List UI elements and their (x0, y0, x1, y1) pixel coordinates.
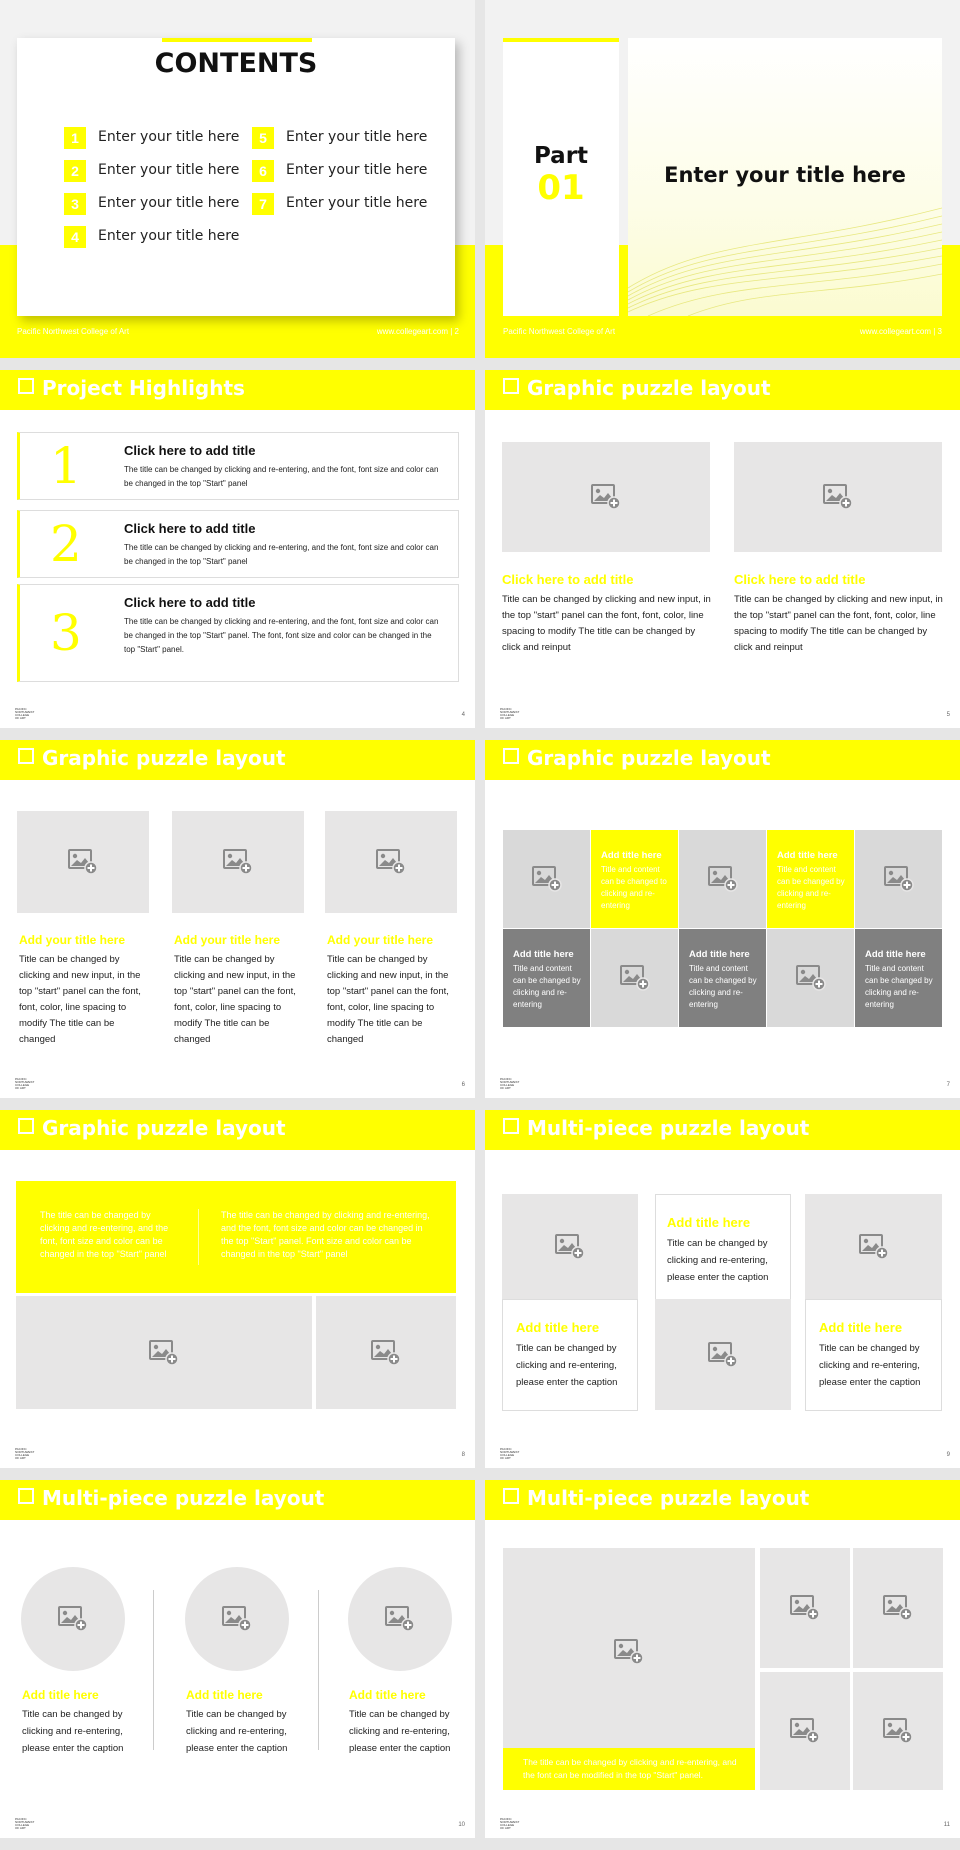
add-image-icon (883, 1718, 913, 1744)
image-placeholder[interactable] (502, 442, 710, 552)
image-placeholder[interactable] (503, 830, 590, 928)
card-title[interactable]: Add title here (667, 1215, 751, 1230)
tile-title: Add title here (601, 850, 662, 861)
checkbox-icon (503, 378, 519, 394)
column-divider (153, 1590, 154, 1750)
card-body: Title can be changed by clicking and new input, in the top "start" panel can the font, font, color, line spacing to modify The title can be changed by click and reinput (502, 594, 711, 653)
text-tile-yellow[interactable] (767, 830, 854, 928)
card-title[interactable]: Click here to add title (502, 572, 634, 587)
highlight-title[interactable]: Click here to add title (124, 595, 256, 610)
slide-project-highlights (0, 370, 475, 728)
caption-text[interactable]: The title can be changed by clicking and re-entering, and the font can be modified in the top "Start" panel. (523, 1757, 737, 1780)
image-placeholder[interactable] (760, 1548, 850, 1668)
college-logo: PACIFIC NORTHWEST COLLEGE OF ART (15, 1077, 35, 1090)
highlight-body: The title can be changed by clicking and re-entering, and the font, font size and color can be changed in the top "Start" panel (124, 543, 439, 566)
card-title[interactable]: Add your title here (19, 933, 126, 947)
part-number: 01 (537, 168, 585, 208)
toc-label: Enter your title here (286, 195, 428, 211)
card-title[interactable]: Add title here (22, 1688, 99, 1702)
caption-card (805, 1299, 942, 1411)
header-title: Graphic puzzle layout (527, 746, 771, 770)
slide-part-01 (485, 0, 960, 358)
checkbox-icon (18, 1488, 34, 1504)
highlight-body: The title can be changed by clicking and re-entering, and the font, font size and color can be changed in the top "Start" panel. The font, font size and color can be changed in the top "Start" panel. (124, 617, 439, 654)
page-number: 7 (946, 1082, 950, 1088)
checkbox-icon (18, 748, 34, 764)
card-body: Title can be changed by clicking and new input, in the top "start" panel can the font, font, color, line spacing to modify The title can be changed (327, 954, 449, 1045)
text-tile-dark[interactable] (855, 929, 942, 1027)
card-title[interactable]: Add your title here (327, 933, 434, 947)
add-image-icon (790, 1718, 820, 1744)
slide-graphic-puzzle-grid (485, 740, 960, 1098)
slide-header (485, 1480, 960, 1520)
college-logo: PACIFIC NORTHWEST COLLEGE OF ART (500, 1817, 520, 1830)
circle-image-placeholder[interactable] (185, 1567, 289, 1671)
add-image-icon (222, 1606, 252, 1632)
tile-grid (503, 830, 943, 1028)
toc-label: Enter your title here (98, 162, 240, 178)
add-image-icon (823, 484, 853, 510)
checkbox-icon (18, 378, 34, 394)
college-logo: PACIFIC NORTHWEST COLLEGE OF ART (500, 707, 520, 720)
card-title[interactable]: Add your title here (174, 933, 281, 947)
highlight-item (17, 510, 459, 578)
page-number: 5 (946, 712, 950, 718)
header-title: Graphic puzzle layout (42, 1116, 286, 1140)
add-image-icon (708, 866, 738, 892)
card-title[interactable]: Click here to add title (734, 572, 866, 587)
slide-graphic-puzzle-2 (485, 370, 960, 728)
header-title: Multi-piece puzzle layout (42, 1486, 325, 1510)
add-image-icon (555, 1234, 585, 1260)
add-image-icon (58, 1606, 88, 1632)
card-title[interactable]: Add title here (516, 1320, 600, 1335)
slide-header (485, 370, 960, 410)
toc-label: Enter your title here (98, 228, 240, 244)
page-number: 9 (946, 1452, 950, 1458)
toc-number-badge: 1 (64, 127, 86, 149)
add-image-icon (614, 1639, 644, 1665)
title-accent-bar (162, 38, 312, 42)
add-image-icon (708, 1342, 738, 1368)
banner-text-right[interactable]: The title can be changed by clicking and re-entering, and the font, font size and color can be changed in the top "Start" panel. Font size and color can be changed in the top "Start" panel (221, 1210, 430, 1259)
toc-number-badge: 2 (64, 160, 86, 182)
footer-url[interactable]: www.collegeart.com | 2 (376, 327, 459, 336)
slide-graphic-puzzle-3 (0, 740, 475, 1098)
tile-body: Title and content can be changed by clicking and re-entering (865, 964, 933, 1009)
tile-body: Title and content can be changed by clicking and re-entering (513, 964, 581, 1009)
image-placeholder[interactable] (17, 811, 149, 913)
image-placeholder[interactable] (325, 811, 457, 913)
card-title[interactable]: Add title here (349, 1688, 426, 1702)
tile-body: Title and content can be changed by clicking and re-entering (689, 964, 757, 1009)
part-label: Part (533, 143, 589, 169)
add-image-icon (223, 849, 253, 875)
text-tile-yellow[interactable] (591, 830, 678, 928)
part-title: Enter your title here (664, 163, 906, 187)
slide-multi-piece-mosaic (485, 1480, 960, 1838)
image-placeholder[interactable] (16, 1296, 312, 1409)
add-image-icon (884, 866, 914, 892)
card-body: Title can be changed by clicking and new input, in the top "start" panel can the font, font, color, line spacing to modify The title can be changed by click and reinput (734, 594, 943, 653)
circle-image-placeholder[interactable] (348, 1567, 452, 1671)
circle-image-placeholder[interactable] (21, 1567, 125, 1671)
college-logo: PACIFIC NORTHWEST COLLEGE OF ART (15, 1447, 35, 1460)
slide-header (0, 1480, 475, 1520)
add-image-icon (859, 1234, 889, 1260)
card-body: Title can be changed by clicking and re-entering, please enter the caption (667, 1238, 769, 1283)
page-number: 4 (461, 712, 465, 718)
slide-header (485, 740, 960, 780)
checkbox-icon (503, 1118, 519, 1134)
add-image-icon (796, 965, 826, 991)
slide-multi-piece-circles (0, 1480, 475, 1838)
text-tile-dark[interactable] (679, 929, 766, 1027)
slide-header (0, 1110, 475, 1150)
contents-heading: CONTENTS (154, 48, 318, 79)
highlight-number: 3 (50, 604, 82, 662)
footer-url[interactable]: www.collegeart.com | 3 (859, 327, 942, 336)
add-image-icon (620, 965, 650, 991)
college-logo: PACIFIC NORTHWEST COLLEGE OF ART (500, 1447, 520, 1460)
header-title: Project Highlights (42, 376, 245, 400)
caption-banner (503, 1748, 755, 1790)
caption-card (655, 1194, 791, 1300)
toc-number-badge: 7 (252, 193, 274, 215)
highlight-body: The title can be changed by clicking and re-entering, and the font, font size and color can be changed in the top "Start" panel (124, 465, 439, 488)
card-body: Title can be changed by clicking and re-entering, please enter the caption (186, 1709, 288, 1754)
header-title: Graphic puzzle layout (42, 746, 286, 770)
card-body: Title can be changed by clicking and new input, in the top "start" panel can the font, font, color, line spacing to modify The title can be changed (19, 954, 141, 1045)
banner-text-left[interactable]: The title can be changed by clicking and re-entering, and the font, font size and color can be changed in the top "Start" panel (40, 1210, 169, 1259)
text-tile-dark[interactable] (503, 929, 590, 1027)
part-panel (503, 38, 619, 316)
checkbox-icon (503, 748, 519, 764)
add-image-icon (68, 849, 98, 875)
image-placeholder[interactable] (502, 1194, 638, 1299)
toc-label: Enter your title here (286, 129, 428, 145)
highlight-item (17, 432, 459, 500)
toc-label: Enter your title here (286, 162, 428, 178)
column-divider (318, 1590, 319, 1750)
image-placeholder[interactable] (734, 442, 942, 552)
banner-divider (198, 1209, 199, 1265)
college-logo: PACIFIC NORTHWEST COLLEGE OF ART (500, 1077, 520, 1090)
footer-college: Pacific Northwest College of Art (17, 327, 130, 336)
add-image-icon (532, 866, 562, 892)
toc-number-badge: 5 (252, 127, 274, 149)
checkbox-icon (18, 1118, 34, 1134)
page-number: 10 (458, 1822, 465, 1828)
slide-header (485, 1110, 960, 1150)
image-placeholder[interactable] (316, 1296, 456, 1409)
add-image-icon (790, 1595, 820, 1621)
slide-multi-piece-staggered (485, 1110, 960, 1468)
image-placeholder[interactable] (853, 1548, 943, 1668)
card-body: Title can be changed by clicking and re-entering, please enter the caption (516, 1343, 618, 1388)
highlight-number: 1 (50, 437, 82, 495)
image-placeholder[interactable] (853, 1672, 943, 1790)
tile-title: Add title here (513, 949, 574, 960)
checkbox-icon (503, 1488, 519, 1504)
tile-title: Add title here (865, 949, 926, 960)
tile-title: Add title here (777, 850, 838, 861)
highlight-number: 2 (50, 515, 82, 573)
image-placeholder[interactable] (679, 830, 766, 928)
add-image-icon (591, 484, 621, 510)
tile-body: Title and content can be changed by clicking and re-entering (777, 865, 845, 910)
highlight-item (17, 584, 459, 682)
text-banner (16, 1181, 456, 1293)
image-placeholder[interactable] (805, 1194, 942, 1299)
card-body: Title can be changed by clicking and new input, in the top "start" panel can the font, font, color, line spacing to modify The title can be changed (174, 954, 296, 1045)
card-body: Title can be changed by clicking and re-entering, please enter the caption (819, 1343, 921, 1388)
slide-graphic-puzzle-banner (0, 1110, 475, 1468)
add-image-icon (376, 849, 406, 875)
highlight-title[interactable]: Click here to add title (124, 521, 256, 536)
header-title: Multi-piece puzzle layout (527, 1486, 810, 1510)
card-title[interactable]: Add title here (819, 1320, 903, 1335)
card-body: Title can be changed by clicking and re-entering, please enter the caption (349, 1709, 451, 1754)
footer-college: Pacific Northwest College of Art (503, 327, 616, 336)
add-image-icon (385, 1606, 415, 1632)
highlight-title[interactable]: Click here to add title (124, 443, 256, 458)
header-title: Multi-piece puzzle layout (527, 1116, 810, 1140)
tile-title: Add title here (689, 949, 750, 960)
image-placeholder[interactable] (855, 830, 942, 928)
add-image-icon (371, 1340, 401, 1366)
add-image-icon (883, 1595, 913, 1621)
card-title[interactable]: Add title here (186, 1688, 263, 1702)
add-image-icon (149, 1340, 179, 1366)
slide-contents (0, 0, 475, 358)
image-placeholder[interactable] (760, 1672, 850, 1790)
toc-label: Enter your title here (98, 195, 240, 211)
page-number: 8 (461, 1452, 465, 1458)
toc-number-badge: 3 (64, 193, 86, 215)
page-number: 11 (943, 1822, 950, 1828)
tile-body: Title and content can be changed to clicking and re-entering (601, 865, 667, 910)
slide-header (0, 740, 475, 780)
header-title: Graphic puzzle layout (527, 376, 771, 400)
toc-label: Enter your title here (98, 129, 240, 145)
college-logo: PACIFIC NORTHWEST COLLEGE OF ART (15, 1817, 35, 1830)
image-placeholder[interactable] (591, 929, 678, 1027)
image-placeholder[interactable] (172, 811, 304, 913)
toc-number-badge: 6 (252, 160, 274, 182)
card-body: Title can be changed by clicking and re-entering, please enter the caption (22, 1709, 124, 1754)
caption-card (502, 1299, 638, 1411)
slide-header (0, 370, 475, 410)
college-logo: PACIFIC NORTHWEST COLLEGE OF ART (15, 707, 35, 720)
part-title-panel (628, 38, 942, 316)
toc-number-badge: 4 (64, 226, 86, 248)
part-accent-bar (503, 38, 619, 42)
page-number: 6 (461, 1082, 465, 1088)
image-placeholder[interactable] (655, 1299, 791, 1410)
image-placeholder[interactable] (767, 929, 854, 1027)
